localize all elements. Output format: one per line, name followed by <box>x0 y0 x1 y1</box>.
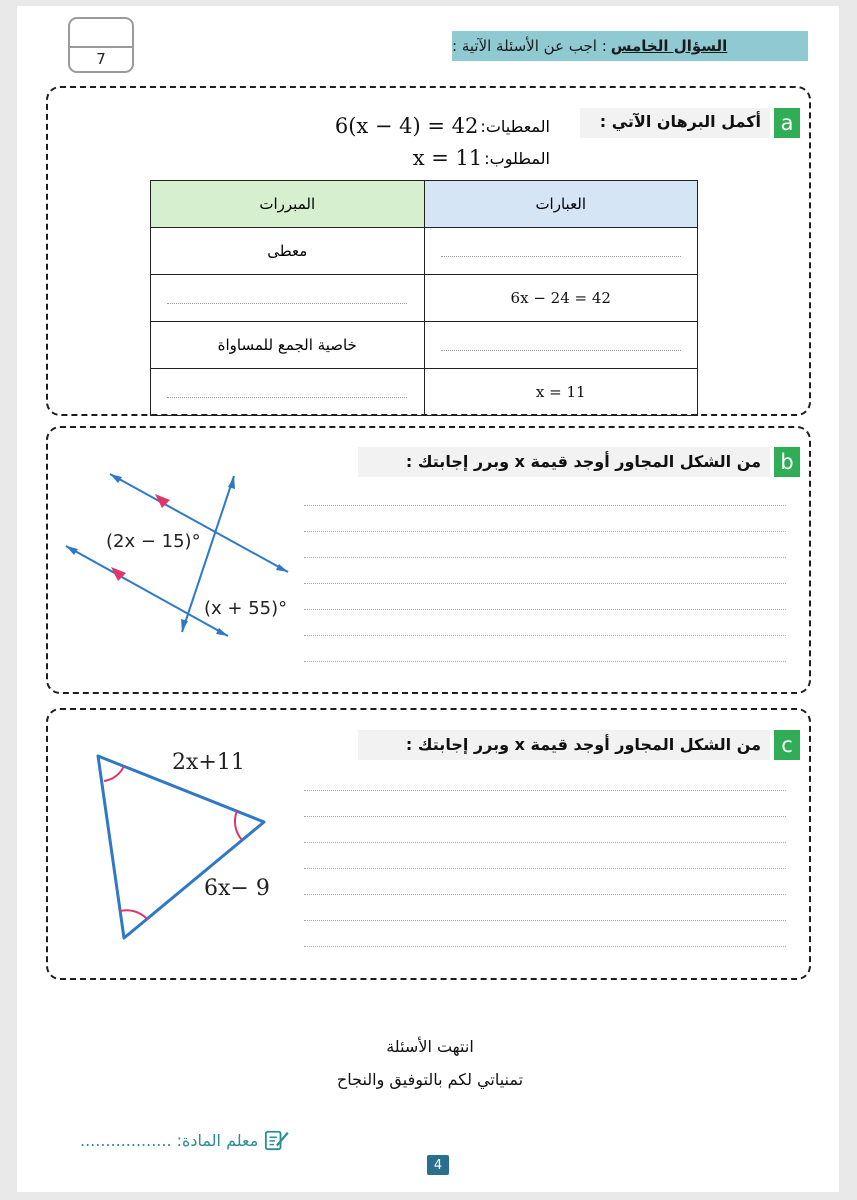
angle-arc-top-icon <box>104 766 124 781</box>
teacher-signature <box>80 1126 290 1154</box>
justification-cell: معطى <box>151 228 425 275</box>
answer-line <box>304 661 786 662</box>
section-a-tag: a <box>774 108 800 138</box>
answer-line <box>304 790 786 791</box>
dotted-blank <box>167 383 407 398</box>
end-of-questions-text: انتهت الأسئلة <box>386 1037 474 1056</box>
answer-lines-c[interactable] <box>304 790 786 950</box>
answer-line <box>304 609 786 610</box>
angle-arc-bottom-icon <box>120 910 147 919</box>
parallel-lines-figure <box>60 466 300 646</box>
arrowhead-bottom-left-icon <box>66 546 78 555</box>
answer-lines-b[interactable] <box>304 505 786 665</box>
section-a-title: أكمل البرهان الآتي : <box>599 112 761 131</box>
parallel-line-bottom <box>66 546 228 636</box>
section-b-title: من الشكل المجاور أوجد قيمة x وبرر إجابتك : <box>405 452 761 471</box>
answer-line <box>304 557 786 558</box>
justification-cell: خاصية الجمع للمساواة <box>151 322 425 369</box>
section-b-tag: b <box>774 447 800 477</box>
parallel-line-top <box>110 474 288 572</box>
answer-line <box>304 531 786 532</box>
proof-row <box>151 369 698 416</box>
question-label: السؤال الخامس <box>610 37 728 55</box>
dotted-blank <box>441 336 681 351</box>
section-c-title: من الشكل المجاور أوجد قيمة x وبرر إجابتك : <box>405 735 761 754</box>
required-line <box>380 144 550 172</box>
given-line <box>292 112 550 140</box>
angle-label-2: (x + 55)° <box>204 598 288 619</box>
statement-blank[interactable] <box>424 228 698 275</box>
required-expression: x = 11 <box>412 146 483 170</box>
given-label: المعطيات: <box>480 116 550 136</box>
answer-line <box>304 842 786 843</box>
header-justifications: المبررات <box>151 181 425 228</box>
proof-row <box>151 275 698 322</box>
proof-row <box>151 228 698 275</box>
proof-table <box>150 180 698 416</box>
statement-cell: x = 11 <box>424 369 698 416</box>
arrowhead-top-left-icon <box>110 474 122 483</box>
angle-label-1: (2x − 15)° <box>106 531 201 552</box>
answer-line <box>304 894 786 895</box>
proof-header-row <box>151 181 698 228</box>
teacher-label: معلم المادة: .................. <box>80 1130 259 1150</box>
score-box <box>68 17 134 73</box>
arrowhead-transversal-down-icon <box>181 619 188 632</box>
dotted-blank <box>167 289 407 304</box>
answer-line <box>304 505 786 506</box>
statement-cell: 6x − 24 = 42 <box>424 275 698 322</box>
answer-line <box>304 635 786 636</box>
arrowhead-transversal-up-icon <box>228 476 235 489</box>
arrowhead-top-right-icon <box>276 564 288 572</box>
triangle-figure <box>90 748 280 948</box>
required-label: المطلوب: <box>484 148 550 168</box>
answer-line <box>304 920 786 921</box>
side-label-top: 2x+11 <box>172 750 245 775</box>
question-header <box>452 31 808 61</box>
side-label-right: 6x− 9 <box>204 876 270 901</box>
statement-blank[interactable] <box>424 322 698 369</box>
answer-line <box>304 946 786 947</box>
score-divider <box>70 46 132 48</box>
pen-paper-icon <box>264 1128 290 1152</box>
given-expression: 6(x − 4) = 42 <box>334 114 479 138</box>
page-number: 4 <box>427 1155 449 1175</box>
dotted-blank <box>441 242 681 257</box>
proof-row <box>151 322 698 369</box>
question-instructions: : اجب عن الأسئلة الآتية : <box>452 37 607 55</box>
justification-blank[interactable] <box>151 369 425 416</box>
good-luck-text: تمنياتي لكم بالتوفيق والنجاح <box>336 1070 524 1089</box>
answer-line <box>304 583 786 584</box>
section-c-tag: c <box>774 730 800 760</box>
header-statements: العبارات <box>424 181 698 228</box>
justification-blank[interactable] <box>151 275 425 322</box>
answer-line <box>304 868 786 869</box>
answer-line <box>304 816 786 817</box>
score-value: 7 <box>96 50 106 68</box>
angle-arc-right-icon <box>235 811 242 840</box>
